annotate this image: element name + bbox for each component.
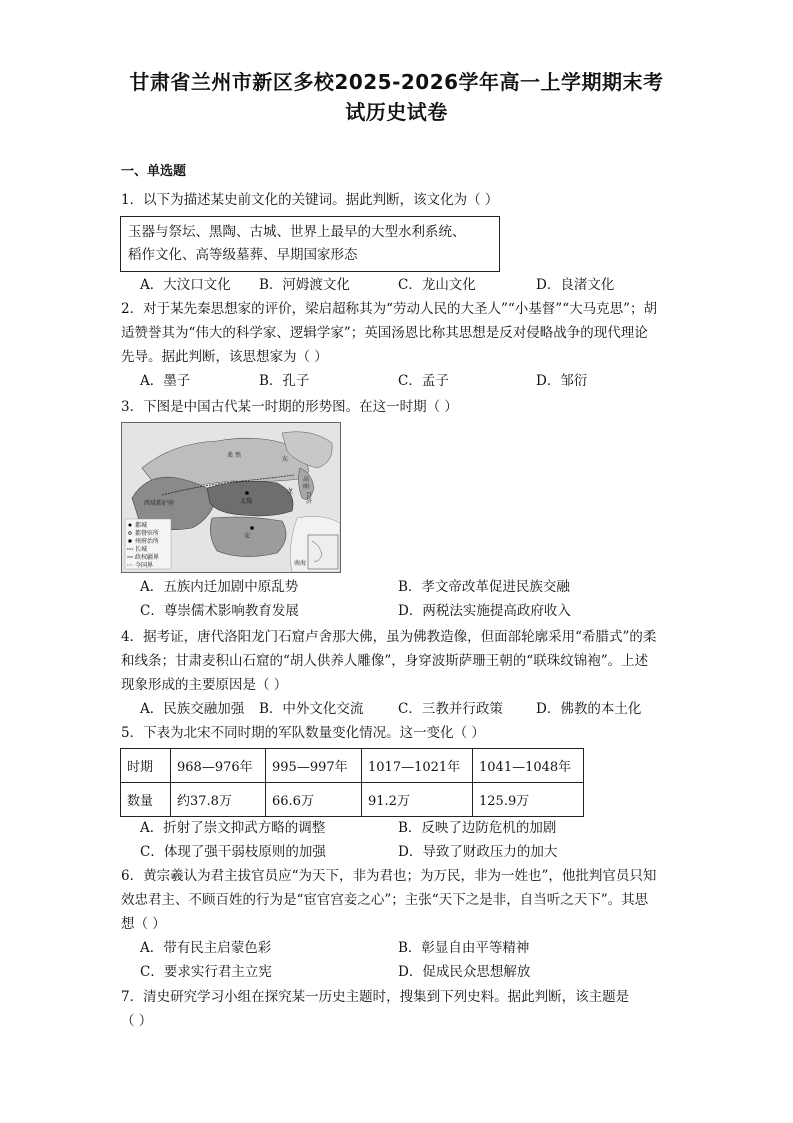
q5-data-table (120, 748, 584, 817)
q6-option-b[interactable]: B．彰显自由平等精神 (398, 940, 530, 956)
q3-map-svg (122, 423, 340, 572)
q4-option-c[interactable]: C．三教并行政策 (398, 701, 503, 717)
q7-line1: 7．清史研究学习小组在探究某一历史主题时，搜集到下列史料。据此判断，该主题是 (121, 989, 630, 1005)
q1-box-line1: 玉器与祭坛、黑陶、古城、世界上最早的大型水利系统、 (128, 224, 466, 240)
q6-option-c[interactable]: C．要求实行君主立宪 (140, 964, 272, 980)
table-cell: 约37.8万 (171, 783, 266, 817)
map-label-9: 百 (306, 492, 313, 499)
map-label-1: 然 (235, 452, 242, 459)
legend-item-0: 都城 (135, 522, 148, 529)
q4-option-b[interactable]: B．中外文化交流 (259, 701, 364, 717)
q3-option-b[interactable]: B．孝文帝改革促进民族交融 (398, 579, 570, 595)
q3-option-a[interactable]: A．五族内迁加剧中原乱势 (140, 579, 299, 595)
legend-item-1: 都督驻所 (135, 530, 160, 537)
q6-option-a[interactable]: A．带有民主启蒙色彩 (140, 940, 272, 956)
q3-stem: 3．下图是中国古代某一时期的形势图。在这一时期（ ） (121, 399, 458, 415)
map-label-5: 宋 (244, 533, 251, 540)
q1-option-a[interactable]: A．大汶口文化 (140, 277, 231, 293)
table-row (121, 783, 584, 817)
table-cell: 1041—1048年 (473, 749, 584, 783)
table-row (121, 749, 584, 783)
map-label-8: 丽 (303, 483, 310, 490)
q2-line3: 先导。据此判断，该思想家为（ ） (121, 349, 328, 365)
q2-line1: 2．对于某先秦思想家的评价，梁启超称其为“劳动人民的大圣人”“小基督”“大马克思”；胡 (121, 301, 657, 317)
q3-option-c[interactable]: C．尊崇儒术影响教育发展 (140, 603, 299, 619)
legend-item-2: 州府治所 (135, 538, 160, 545)
map-label-10: 济 (306, 498, 313, 505)
map-inset (308, 535, 338, 569)
exam-title-line2: 试历史试卷 (345, 100, 448, 124)
exam-title-line1: 甘肃省兰州市新区多校2025-2026学年高一上学期期末考 (129, 70, 664, 94)
q2-line2: 适赞誉其为“伟大的科学家、逻辑学家”；英国汤恩比称其思想是反对侵略战争的现代理论 (121, 325, 648, 341)
q4-option-d[interactable]: D．佛教的本土化 (536, 701, 642, 717)
q3-historical-map (121, 422, 341, 573)
map-label-3: 西域都护府 (144, 500, 175, 507)
q6-line1: 6．黄宗羲认为君主拔官员应“为天下，非为君也；为万民，非为一姓也”，他批判官员只知 (121, 868, 657, 884)
table-cell: 时期 (121, 749, 171, 783)
map-capital-marker-south (250, 526, 254, 530)
q3-option-d[interactable]: D．两税法实施提高政府收入 (398, 603, 571, 619)
table-cell: 66.6万 (266, 783, 362, 817)
section-heading: 一、单选题 (121, 164, 187, 179)
q2-option-d[interactable]: D．邹衍 (536, 373, 588, 389)
map-label-4: 北魏 (240, 498, 253, 505)
q1-option-b[interactable]: B．河姆渡文化 (259, 277, 350, 293)
q1-stem: 1．以下为描述某史前文化的关键词。据此判断，该文化为（ ） (121, 192, 499, 208)
q5-option-c[interactable]: C．体现了强干弱枝原则的加强 (140, 844, 326, 860)
legend-item-4: 政权疆界 (135, 554, 160, 561)
map-label-2: 东 (282, 456, 289, 463)
q4-line2: 和线条；甘肃麦积山石窟的“胡人供养人雕像”，身穿波斯萨珊王朝的“联珠纹锦袍”。上述 (121, 653, 649, 669)
q2-option-c[interactable]: C．孟子 (398, 373, 449, 389)
q5-stem: 5．下表为北宋不同时期的军队数量变化情况。这一变化（ ） (121, 725, 485, 741)
q4-line1: 4．据考证，唐代洛阳龙门石窟卢舍那大佛，虽为佛教造像，但面部轮廓采用“希腊式”的柔 (121, 629, 657, 645)
q6-option-d[interactable]: D．促成民众思想解放 (398, 964, 531, 980)
table-cell: 995—997年 (266, 749, 362, 783)
q5-option-a[interactable]: A．折射了崇文抑武方略的调整 (140, 820, 326, 836)
q1-option-c[interactable]: C．龙山文化 (398, 277, 476, 293)
map-label-6: 龙 (287, 488, 294, 495)
q2-option-b[interactable]: B．孔子 (259, 373, 310, 389)
map-label-0: 柔 (227, 452, 234, 459)
q2-option-a[interactable]: A．墨子 (140, 373, 191, 389)
table-cell: 1017—1021年 (362, 749, 473, 783)
table-cell: 968—976年 (171, 749, 266, 783)
map-capital-marker (245, 491, 249, 495)
table-cell: 91.2万 (362, 783, 473, 817)
table-cell: 数量 (121, 783, 171, 817)
q5-option-b[interactable]: B．反映了边防危机的加剧 (398, 820, 557, 836)
q7-line2: （ ） (121, 1013, 153, 1029)
q6-line3: 想（ ） (121, 916, 166, 932)
q1-box-line2: 稻作文化、高等级墓葬、早期国家形态 (128, 247, 358, 263)
q1-option-d[interactable]: D．良渚文化 (536, 277, 615, 293)
map-label-11: 南海 (294, 560, 307, 567)
map-label-7: 高 (303, 476, 310, 483)
q4-option-a[interactable]: A．民族交融加强 (140, 701, 245, 717)
q6-line2: 效忠君主、不顾百姓的行为是“宦官宫妾之心”；主张“天下之是非，自当听之天下”。其思 (121, 892, 649, 908)
q4-line3: 现象形成的主要原因是（ ） (121, 677, 288, 693)
q5-option-d[interactable]: D．导致了财政压力的加大 (398, 844, 558, 860)
table-cell: 125.9万 (473, 783, 584, 817)
q1-keyword-box (120, 216, 500, 272)
legend-item-3: 长城 (135, 546, 148, 553)
legend-item-5: 今国界 (135, 562, 154, 569)
